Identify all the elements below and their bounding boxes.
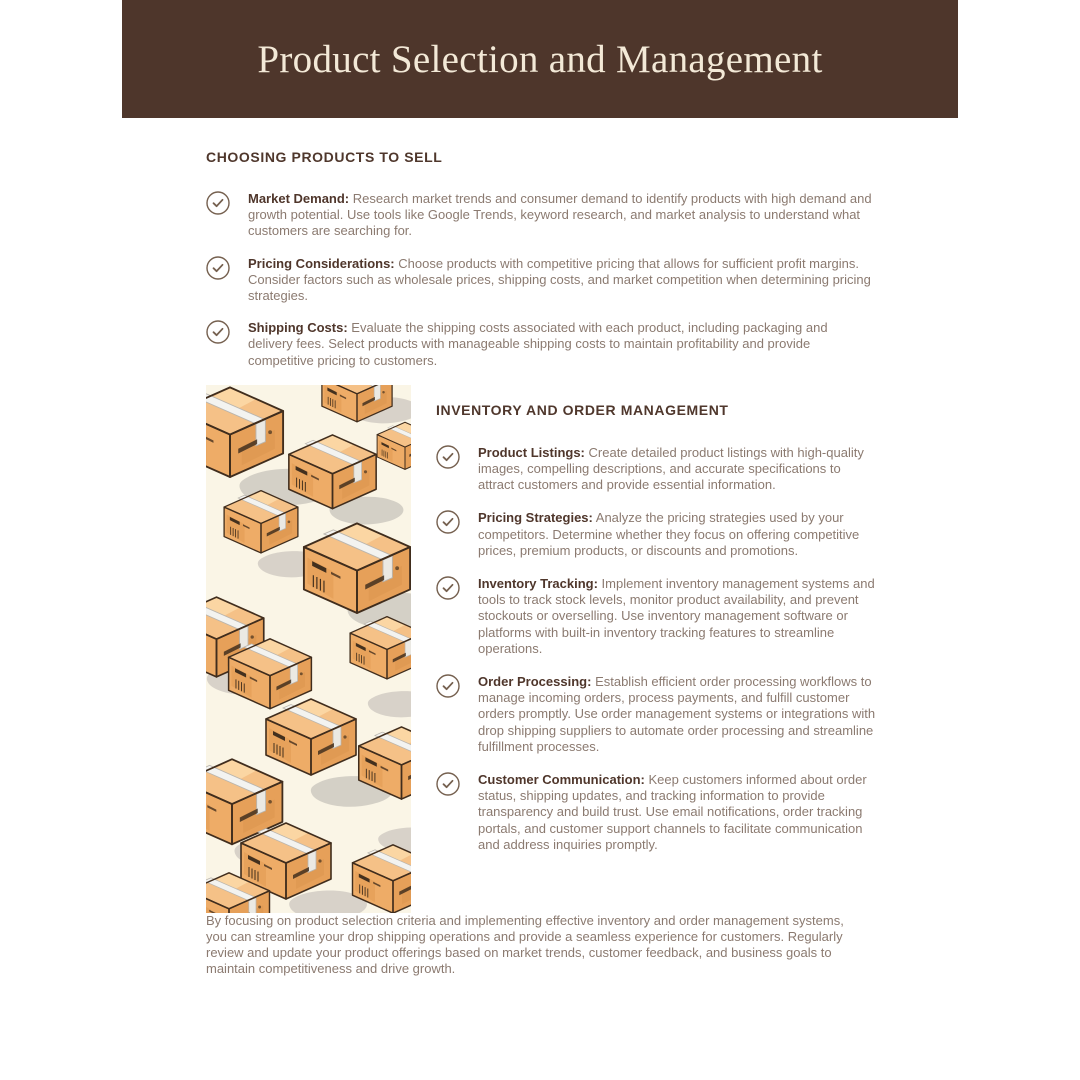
section-inventory-order-management — [436, 385, 876, 870]
list-item-label: Shipping Costs: — [248, 320, 348, 336]
list-item — [436, 445, 876, 494]
list-item-label: Order Processing: — [478, 674, 592, 690]
check-circle-icon — [206, 320, 230, 344]
check-circle-icon — [436, 772, 460, 796]
list-item — [436, 576, 876, 657]
list-item-text: Market Demand: Research market trends and consumer demand to identify products with high demand and growth potential. Use tools like Google Trends, keyword research, and market analysis to understand what customers are searching for. — [248, 191, 872, 239]
list-item-text: Order Processing: Establish efficient order processing workflows to manage incoming orders, process payments, and fulfill customer orders promptly. Use order management systems or integrations with drop shipping suppliers to automate order processing and streamline fulfillment processes. — [478, 674, 876, 754]
check-circle-icon — [436, 445, 460, 469]
check-circle-icon — [436, 510, 460, 534]
middle-row — [206, 385, 876, 913]
list-item — [436, 772, 876, 853]
list-item-text: Customer Communication: Keep customers informed about order status, shipping updates, and tracking information to provide transparency and build trust. Use email notifications, order tracking portals, and customer support channels to facilitate communication and address inquiries promptly. — [478, 772, 867, 852]
list-item-text: Product Listings: Create detailed product listings with high-quality images, compelling descriptions, and accurate specifications to attract customers and provide essential information. — [478, 444, 864, 493]
list-item — [436, 510, 876, 559]
list-item — [206, 320, 876, 369]
check-circle-icon — [206, 256, 230, 280]
cardboard-boxes-illustration — [206, 385, 411, 913]
closing-paragraph: By focusing on product selection criteria and implementing effective inventory and order management systems, you can streamline your drop shipping operations and provide a seamless experience for customers. Regularly review and update your product offerings based on market trends, customer feedback, and business goals to maintain competitiveness and drive growth. — [206, 912, 844, 977]
section-heading: INVENTORY AND ORDER MANAGEMENT — [436, 401, 729, 418]
list-item — [436, 674, 876, 755]
page-title: Product Selection and Management — [257, 37, 823, 81]
list-item — [206, 191, 876, 240]
header-banner — [122, 0, 958, 118]
list-item-label: Market Demand: — [248, 191, 350, 206]
list-item-text: Inventory Tracking: Implement inventory management systems and tools to track stock levels, monitor product availability, and prevent stockouts or overselling. Use inventory management software or platforms with built-in inventory tracking features to streamline operations. — [478, 576, 875, 656]
list-item-label: Pricing Strategies: — [478, 510, 593, 526]
list-item-text: Shipping Costs: Evaluate the shipping costs associated with each product, including packaging and delivery fees. Select products with manageable shipping costs to maintain profitability and provide competitive pricing to customers. — [248, 320, 828, 368]
list-item — [206, 256, 876, 305]
list-item-label: Inventory Tracking: — [478, 576, 598, 592]
list-item-text: Pricing Strategies: Analyze the pricing strategies used by your competitors. Determine whether they focus on offering competitive prices, premium products, or discounts and promotions. — [478, 510, 860, 558]
list-item-text: Pricing Considerations: Choose products with competitive pricing that allows for sufficient profit margins. Consider factors such as wholesale prices, shipping costs, and market competition when determining pricing strategies. — [248, 255, 871, 304]
check-circle-icon — [436, 576, 460, 600]
list-item-label: Customer Communication: — [478, 772, 645, 788]
check-circle-icon — [206, 191, 230, 215]
section-choosing-products — [206, 149, 876, 369]
content — [206, 149, 876, 978]
check-circle-icon — [436, 674, 460, 698]
section-heading: CHOOSING PRODUCTS TO SELL — [206, 149, 443, 165]
list-item-label: Pricing Considerations: — [248, 255, 395, 271]
list-item-label: Product Listings: — [478, 444, 585, 460]
